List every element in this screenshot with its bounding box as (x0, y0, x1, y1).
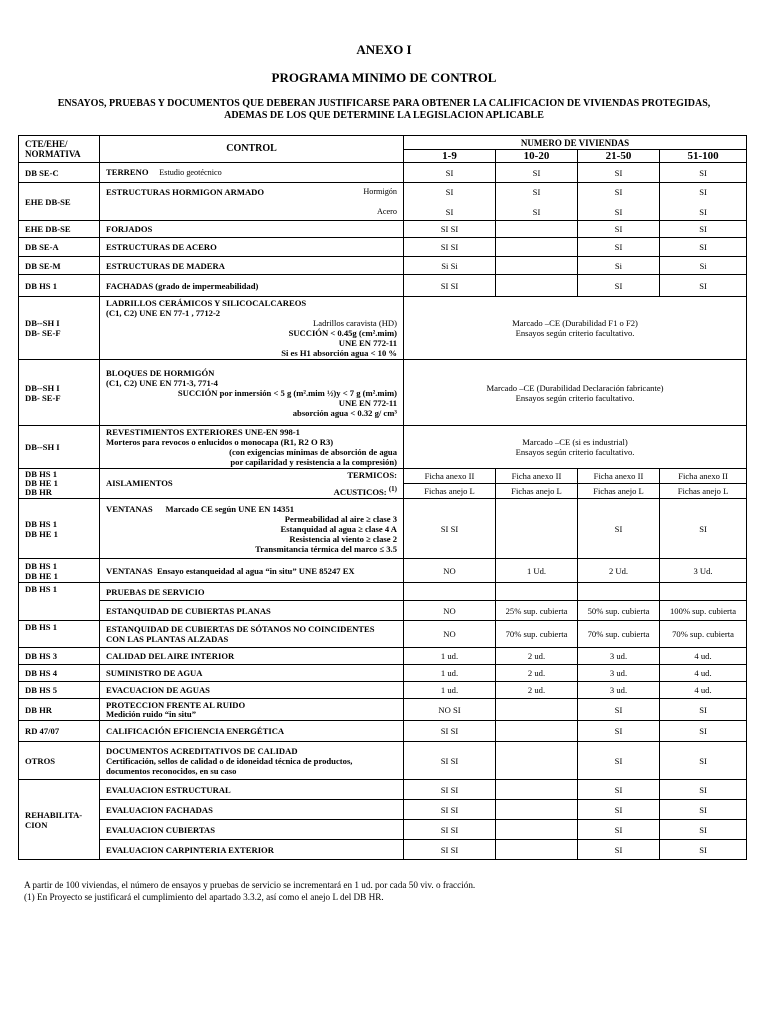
value-cell: 4 ud. (660, 648, 747, 665)
norm-line: DB HE 1 (25, 570, 58, 581)
control-line: SUCCIÓN por inmersión < 5 g (m².mim ½)y < 7 g (m².mim) (177, 387, 397, 398)
value-cell: Si (660, 257, 747, 275)
annex-title: ANEXO I (356, 42, 412, 57)
value-cell: 4 ud. (660, 682, 747, 699)
control-cell (100, 499, 404, 559)
table-row (19, 721, 747, 742)
norm-cell: DB HR (19, 699, 100, 721)
table-row (19, 800, 747, 820)
norm-cell: OTROS (19, 742, 100, 780)
value-cell: SI (578, 238, 660, 257)
norm-cell (19, 559, 100, 583)
value-cell: SI SI (404, 499, 496, 559)
value-line: Ensayos según criterio facultativo. (515, 447, 635, 457)
norm-line: DB HS 1 (25, 518, 57, 529)
value-cell: SI (578, 699, 660, 721)
value-cell: Fichas anejo L (404, 484, 496, 499)
value-cell: Fichas anejo L (660, 484, 747, 499)
value-cell: Fichas anejo L (496, 484, 578, 499)
value-cell: 2 Ud. (578, 559, 660, 583)
value-line: Marcado –CE (Durabilidad F1 o F2) (512, 318, 638, 328)
norm-cell (19, 297, 100, 360)
value-line: Marcado –CE (si es industrial) (522, 437, 628, 447)
value-cell: 2 ud. (496, 648, 578, 665)
program-title: PROGRAMA MINIMO DE CONTROL (271, 70, 497, 85)
norm-cell: DB HS 4 (19, 665, 100, 682)
value-cell: SI (578, 820, 660, 840)
value-line: SI (614, 186, 623, 197)
control-title: CALIDAD DEL AIRE INTERIOR (100, 648, 404, 665)
value-cell: SI SI (404, 275, 496, 297)
control-line: (C1, C2) UNE EN 77-1 , 7712-2 (106, 308, 221, 318)
value-cell: 70% sup. cubierta (578, 621, 660, 648)
value-cell (496, 275, 578, 297)
control-cell (100, 426, 404, 469)
control-line: SUCCIÓN < 0.45g (cm².mim) (288, 328, 397, 338)
table-row (19, 742, 747, 780)
value-cell (578, 183, 660, 221)
control-title: EVALUACION CARPINTERIA EXTERIOR (100, 840, 404, 860)
value-cell: SI (404, 163, 496, 183)
value-cell: NO (404, 601, 496, 621)
control-title: VENTANAS (106, 565, 153, 576)
value-cell: SI SI (404, 742, 496, 780)
table-row (19, 648, 747, 665)
norm-cell (19, 360, 100, 426)
control-line: absorción agua < 0.32 g/ cm³ (292, 407, 397, 418)
control-title: EVALUACION ESTRUCTURAL (100, 780, 404, 800)
control-title: BLOQUES DE HORMIGÓN (106, 367, 215, 378)
control-title: LADRILLOS CERÁMICOS Y SILICOCALCAREOS (106, 298, 307, 308)
control-line: UNE EN 772-11 (338, 338, 397, 348)
control-line: documentos reconocidos, en su caso (106, 765, 237, 776)
table-row (19, 257, 747, 275)
value-cell (496, 742, 578, 780)
value-line: Ensayos según criterio facultativo. (515, 328, 635, 338)
value-cell: SI (660, 699, 747, 721)
norm-line: DB--SH I (25, 318, 60, 328)
value-cell: SI (578, 780, 660, 800)
table-row (19, 699, 747, 721)
norm-line: DB HS 1 (25, 560, 57, 571)
value-cell: 4 ud. (660, 665, 747, 682)
value-cell: Ficha anexo II (404, 469, 496, 484)
value-cell: SI SI (404, 780, 496, 800)
value-cell: 3 Ud. (660, 559, 747, 583)
value-cell (496, 780, 578, 800)
value-cell (496, 221, 578, 238)
table-row (19, 221, 747, 238)
control-cell (100, 621, 404, 648)
norm-line: CION (25, 819, 48, 830)
control-sub: Estudio geotécnico (159, 168, 222, 177)
control-sub: Medición ruido “in situ” (106, 708, 197, 719)
header-control: CONTROL (100, 136, 404, 163)
value-cell: 25% sup. cubierta (496, 601, 578, 621)
value-cell: SI (578, 221, 660, 238)
table-row (19, 163, 747, 183)
value-cell: SI (496, 163, 578, 183)
value-line: SI (699, 186, 707, 197)
control-title: TERRENO (106, 167, 149, 177)
norm-cell: DB SE-C (19, 163, 100, 183)
value-cell: Si Si (404, 257, 496, 275)
norm-cell: EHE DB-SE (19, 221, 100, 238)
value-line: SI (699, 206, 707, 217)
value-cell: Ficha anexo II (660, 469, 747, 484)
control-line: por capilaridad y resistencia a la compresión) (230, 457, 397, 467)
norm-cell: DB HS 1 (19, 583, 100, 621)
table-row (19, 601, 747, 621)
control-line: Certificación, sellos de calidad o de idoneidad técnica de productos, (106, 755, 353, 766)
value-cell: SI (660, 238, 747, 257)
value-cell: SI (660, 780, 747, 800)
control-title: REVESTIMIENTOS EXTERIORES UNE-EN 998-1 (106, 427, 300, 437)
value-cell: Ficha anexo II (496, 469, 578, 484)
value-cell: 70% sup. cubierta (660, 621, 747, 648)
value-cell (404, 583, 496, 601)
value-cell (496, 820, 578, 840)
value-cell (578, 583, 660, 601)
control-title: FORJADOS (100, 221, 404, 238)
value-cell (496, 721, 578, 742)
control-line: Resistencia al viento ≥ clase 2 (289, 533, 397, 544)
value-cell: 1 ud. (404, 665, 496, 682)
document-subtitle (20, 98, 748, 122)
control-sub: Marcado CE según UNE EN 14351 (165, 503, 295, 514)
value-cell: SI (578, 742, 660, 780)
norm-cell: RD 47/07 (19, 721, 100, 742)
control-title: FACHADAS (grado de impermeabilidad) (100, 275, 404, 297)
value-cell: 70% sup. cubierta (496, 621, 578, 648)
value-cell: SI (660, 163, 747, 183)
value-cell: NO SI (404, 699, 496, 721)
value-cell: SI SI (404, 221, 496, 238)
merged-value-cell (404, 297, 747, 360)
value-cell (496, 238, 578, 257)
control-title: ESTANQUIDAD DE CUBIERTAS DE SÓTANOS NO COINCIDENTES (106, 624, 375, 634)
norm-cell: DB--SH I (19, 426, 100, 469)
value-cell (496, 499, 578, 559)
value-cell: SI (660, 800, 747, 820)
control-line: Ladrillos caravista (HD) (313, 318, 397, 328)
header-normativa (19, 136, 100, 163)
control-cell (100, 469, 404, 499)
control-line: UNE EN 772-11 (338, 397, 397, 408)
table-row (19, 499, 747, 559)
control-title: SUMINISTRO DE AGUA (100, 665, 404, 682)
value-cell: SI (660, 499, 747, 559)
norm-line: DB HS 1 (25, 469, 57, 479)
control-table (18, 135, 747, 860)
control-title: ESTRUCTURAS HORMIGON ARMADO (106, 186, 265, 197)
header-col-51-100: 51-100 (660, 150, 747, 163)
table-row (19, 275, 747, 297)
control-sub: Acero (376, 206, 397, 216)
value-line: SI (532, 206, 541, 217)
footnotes (24, 879, 744, 903)
value-cell: 3 ud. (578, 682, 660, 699)
value-cell: Ficha anexo II (578, 469, 660, 484)
control-line: Si es H1 absorción agua < 10 % (281, 348, 397, 358)
value-cell: SI SI (404, 820, 496, 840)
value-cell: SI SI (404, 238, 496, 257)
value-cell: SI (578, 275, 660, 297)
norm-cell: EHE DB-SE (19, 183, 100, 221)
norm-cell: DB HS 5 (19, 682, 100, 699)
value-cell: SI (660, 221, 747, 238)
control-cell (100, 742, 404, 780)
footnote: (1) En Proyecto se justificará el cumplimiento del apartado 3.3.2, así como el anejo L del DB HR. (24, 892, 384, 902)
norm-cell (19, 469, 100, 499)
value-cell: SI (578, 800, 660, 820)
value-cell: NO (404, 559, 496, 583)
footnote: A partir de 100 viviendas, el número de ensayos y pruebas de servicio se incrementará en 1 ud. por cada 50 viv. o fracción. (24, 880, 476, 890)
value-cell: SI (660, 721, 747, 742)
value-cell: SI (578, 163, 660, 183)
value-cell: SI (578, 840, 660, 860)
table-row (19, 238, 747, 257)
norm-cell: DB SE-A (19, 238, 100, 257)
value-cell: SI (578, 499, 660, 559)
table-row (19, 840, 747, 860)
control-sub: Hormigón (363, 186, 397, 196)
table-row (19, 665, 747, 682)
table-row (19, 820, 747, 840)
value-cell: SI SI (404, 721, 496, 742)
control-title: CON LAS PLANTAS ALZADAS (106, 634, 229, 644)
value-line: Ensayos según criterio facultativo. (515, 392, 635, 403)
table-row (19, 583, 747, 601)
merged-value-cell (404, 426, 747, 469)
value-cell: 1 ud. (404, 682, 496, 699)
table-row (19, 469, 747, 484)
norm-cell: DB SE-M (19, 257, 100, 275)
value-cell: NO (404, 621, 496, 648)
control-line: Morteros para revocos o enlucidos o monocapa (R1, R2 O R3) (106, 437, 334, 447)
norm-cell: DB HS 1 (19, 275, 100, 297)
control-sub: ACUSTICOS: (333, 486, 387, 497)
value-line: Marcado –CE (Durabilidad Declaración fabricante) (486, 382, 664, 393)
control-line: Permeabilidad al aire ≥ clase 3 (284, 513, 397, 524)
control-sub: TERMICOS: (347, 470, 397, 481)
value-cell: SI (660, 840, 747, 860)
norm-line: DB HE 1 (25, 478, 58, 488)
control-title: AISLAMIENTOS (106, 478, 173, 489)
control-title: PROTECCION FRENTE AL RUIDO (106, 699, 246, 710)
subtitle-line: ADEMAS DE LOS QUE DETERMINE LA LEGISLACION APLICABLE (224, 110, 544, 121)
value-cell: 50% sup. cubierta (578, 601, 660, 621)
header-numero-viviendas: NUMERO DE VIVIENDAS (404, 136, 747, 150)
value-cell (660, 583, 747, 601)
control-title: PRUEBAS DE SERVICIO (100, 583, 404, 601)
control-line: Estanquidad al agua ≥ clase 4 A (280, 523, 397, 534)
control-cell (100, 297, 404, 360)
value-cell: 2 ud. (496, 665, 578, 682)
control-title: EVACUACION DE AGUAS (100, 682, 404, 699)
table-row (19, 297, 747, 360)
value-cell (496, 800, 578, 820)
value-cell: SI (660, 742, 747, 780)
table-row (19, 559, 747, 583)
value-cell: 1 Ud. (496, 559, 578, 583)
table-row (19, 426, 747, 469)
header-col-1-9: 1-9 (404, 150, 496, 163)
value-cell (660, 183, 747, 221)
norm-line: REHABILITA- (25, 809, 83, 820)
norm-line: DB HR (25, 487, 52, 497)
norm-cell: DB HS 3 (19, 648, 100, 665)
header-col-10-20: 10-20 (496, 150, 578, 163)
header-normativa-line: NORMATIVA (25, 149, 81, 159)
control-cell (100, 163, 404, 183)
control-cell (100, 559, 404, 583)
table-row (19, 183, 747, 221)
value-cell: SI SI (404, 800, 496, 820)
header-normativa-line: CTE/EHE/ (25, 139, 68, 149)
value-cell: SI (578, 721, 660, 742)
value-cell: 3 ud. (578, 665, 660, 682)
value-cell (496, 257, 578, 275)
norm-line: DB- SE-F (25, 392, 61, 403)
control-title: ESTANQUIDAD DE CUBIERTAS PLANAS (100, 601, 404, 621)
control-title: EVALUACION FACHADAS (100, 800, 404, 820)
value-line: SI (614, 206, 623, 217)
control-cell (100, 699, 404, 721)
value-cell: Si (578, 257, 660, 275)
norm-line: DB HE 1 (25, 528, 58, 539)
value-cell: SI (660, 820, 747, 840)
control-line: (C1, C2) UNE EN 771-3, 771-4 (106, 377, 218, 388)
value-cell (496, 699, 578, 721)
table-row (19, 621, 747, 648)
value-line: SI (445, 186, 454, 197)
control-title: VENTANAS (106, 503, 153, 514)
control-sub: Ensayo estanqueidad al agua “in situ” UNE 85247 EX (156, 565, 355, 576)
value-cell: 100% sup. cubierta (660, 601, 747, 621)
table-row (19, 360, 747, 426)
value-cell: SI (660, 275, 747, 297)
control-title: ESTRUCTURAS DE ACERO (100, 238, 404, 257)
value-cell (496, 583, 578, 601)
subtitle-line: ENSAYOS, PRUEBAS Y DOCUMENTOS QUE DEBERAN JUSTIFICARSE PARA OBTENER LA CALIFICACION DE VIVIENDAS PROTEGIDAS, (57, 98, 711, 109)
value-cell: SI SI (404, 840, 496, 860)
control-line: (con exigencias mínimas de absorción de agua (229, 447, 397, 457)
value-line: SI (532, 186, 541, 197)
norm-line: DB--SH I (25, 382, 60, 393)
control-cell (100, 183, 404, 221)
value-cell (496, 183, 578, 221)
norm-cell (19, 780, 100, 860)
value-cell: 3 ud. (578, 648, 660, 665)
control-title: CALIFICACIÓN EFICIENCIA ENERGÉTICA (100, 721, 404, 742)
table-row (19, 682, 747, 699)
merged-value-cell (404, 360, 747, 426)
value-cell: Fichas anejo L (578, 484, 660, 499)
header-col-21-50: 21-50 (578, 150, 660, 163)
norm-line: DB- SE-F (25, 328, 61, 338)
table-row (19, 780, 747, 800)
value-cell: 2 ud. (496, 682, 578, 699)
control-title: EVALUACION CUBIERTAS (100, 820, 404, 840)
control-title: ESTRUCTURAS DE MADERA (100, 257, 404, 275)
value-cell (404, 183, 496, 221)
value-cell: 1 ud. (404, 648, 496, 665)
value-line: SI (445, 206, 454, 217)
norm-cell: DB HS 1 (19, 621, 100, 648)
control-title: DOCUMENTOS ACREDITATIVOS DE CALIDAD (106, 745, 298, 756)
control-line: Transmitancia térmica del marco ≤ 3.5 (255, 543, 397, 554)
value-cell (496, 840, 578, 860)
footnote-ref: (1) (388, 485, 397, 494)
control-cell (100, 360, 404, 426)
norm-cell (19, 499, 100, 559)
